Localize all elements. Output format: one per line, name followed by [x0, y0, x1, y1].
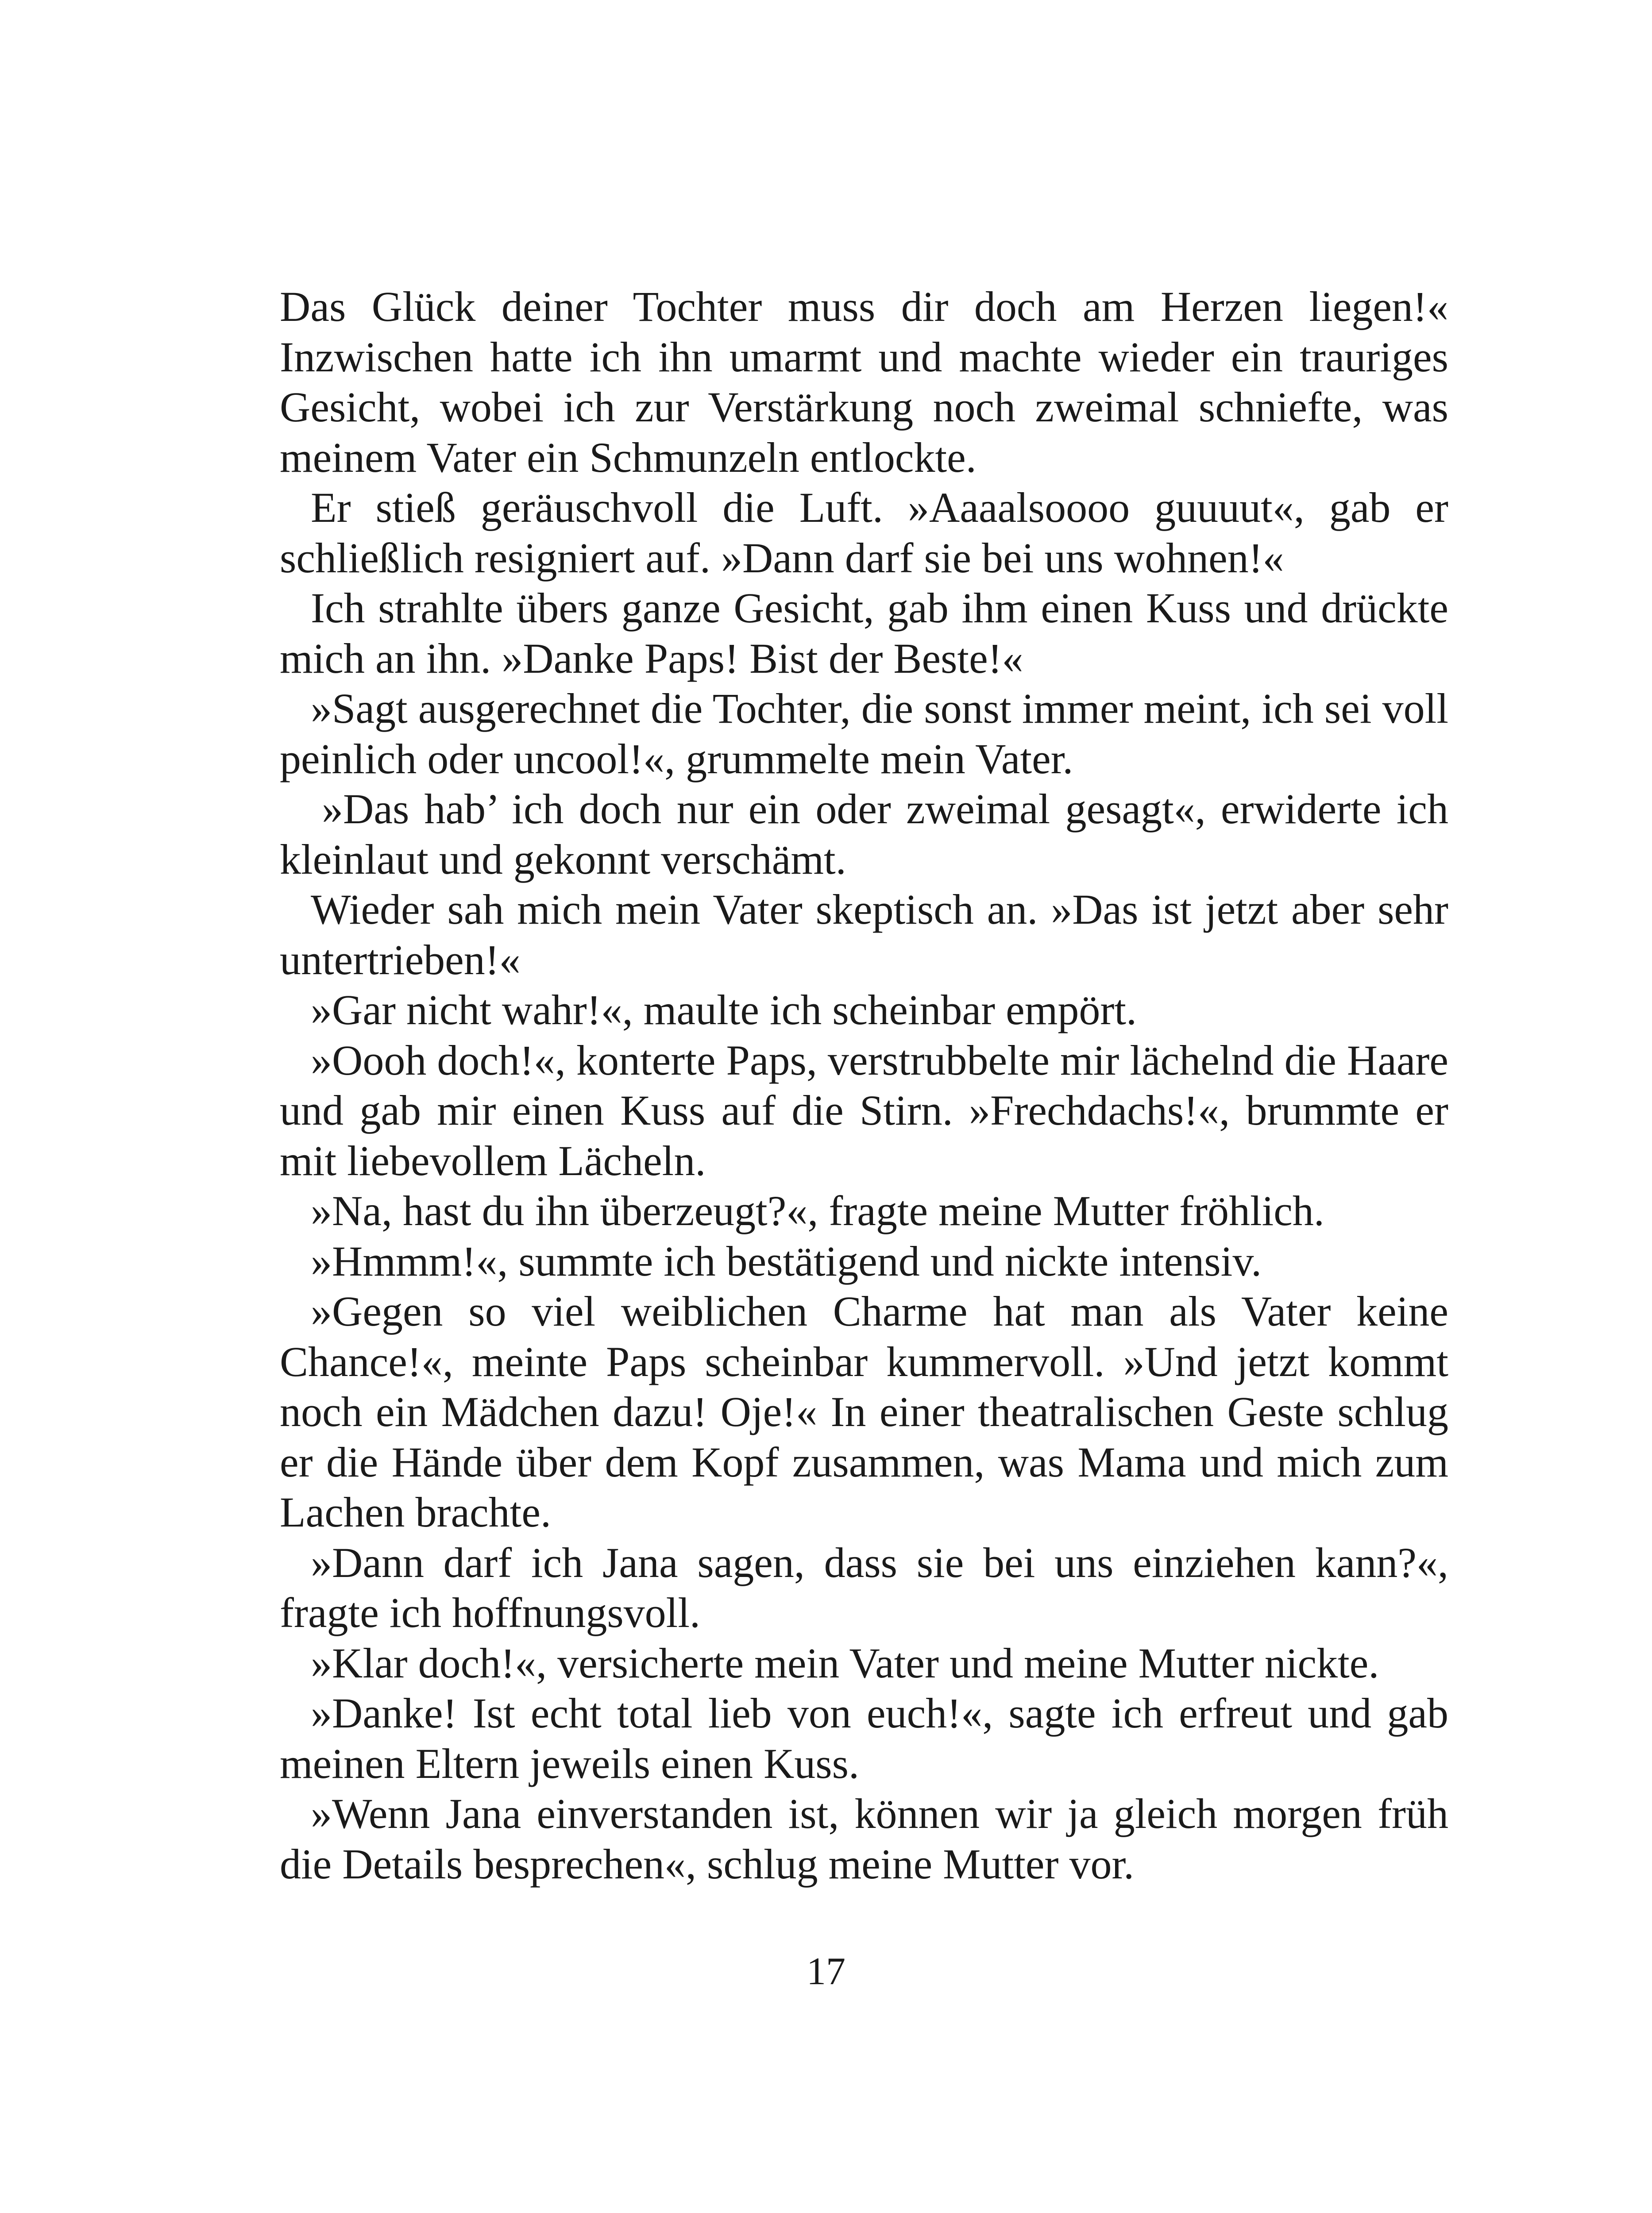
paragraph-4: »Sagt ausgerechnet die Tochter, die sonst immer meint, ich sei voll peinlich oder uncool!«, grummelte mein Vater. [280, 685, 1448, 783]
paragraph-8: »Oooh doch!«, konterte Paps, verstrubbelte mir lächelnd die Haare und gab mir einen Kuss auf die Stirn. »Frechdachs!«, brummte er mit liebevollem Lächeln. [280, 1036, 1448, 1184]
paragraph-7: »Gar nicht wahr!«, maulte ich scheinbar empört. [311, 986, 1137, 1033]
paragraph-6: Wieder sah mich mein Vater skeptisch an. »Das ist jetzt aber sehr untertrieben!« [280, 886, 1448, 983]
paragraph-13: »Klar doch!«, versicherte mein Vater und meine Mutter nickte. [311, 1639, 1379, 1687]
paragraph-10: »Hmmm!«, summte ich bestätigend und nickte intensiv. [311, 1237, 1262, 1285]
paragraph-12: »Dann darf ich Jana sagen, dass sie bei uns einziehen kann?«, fragte ich hoffnungsvoll. [280, 1538, 1448, 1636]
paragraph-2: Er stieß geräuschvoll die Luft. »Aaaalsoooo guuuut«, gab er schließlich resigniert auf. »Dann darf sie bei uns wohnen!« [280, 484, 1448, 582]
paragraph-11: »Gegen so viel weiblichen Charme hat man als Vater keine Chance!«, meinte Paps scheinbar kummervoll. »Und jetzt kommt noch ein Mädchen dazu! Oje!« In einer theatralischen Geste schlug er die Hände über dem Kopf zusammen, was Mama und mich zum Lachen brachte. [280, 1288, 1448, 1536]
paragraph-14: »Danke! Ist echt total lieb von euch!«, sagte ich erfreut und gab meinen Eltern jeweils einen Kuss. [280, 1689, 1448, 1787]
paragraph-9: »Na, hast du ihn überzeugt?«, fragte meine Mutter fröhlich. [311, 1187, 1324, 1234]
paragraph-1: Das Glück deiner Tochter muss dir doch am Herzen liegen!« Inzwischen hatte ich ihn umarmt und machte wieder ein trauriges Gesicht, wobei ich zur Verstärkung noch zweimal schniefte, was meinem Vater ein Schmunzeln entlockte. [280, 283, 1448, 481]
page-number: 17 [807, 1950, 845, 1993]
paragraph-5: »Das hab’ ich doch nur ein oder zweimal gesagt«, erwiderte ich kleinlaut und gekonnt verschämt. [280, 785, 1448, 883]
body-text [280, 281, 1448, 1889]
paragraph-3: Ich strahlte übers ganze Gesicht, gab ihm einen Kuss und drückte mich an ihn. »Danke Paps! Bist der Beste!« [280, 584, 1448, 682]
paragraph-15: »Wenn Jana einverstanden ist, können wir ja gleich morgen früh die Details besprechen«, schlug meine Mutter vor. [280, 1790, 1448, 1888]
